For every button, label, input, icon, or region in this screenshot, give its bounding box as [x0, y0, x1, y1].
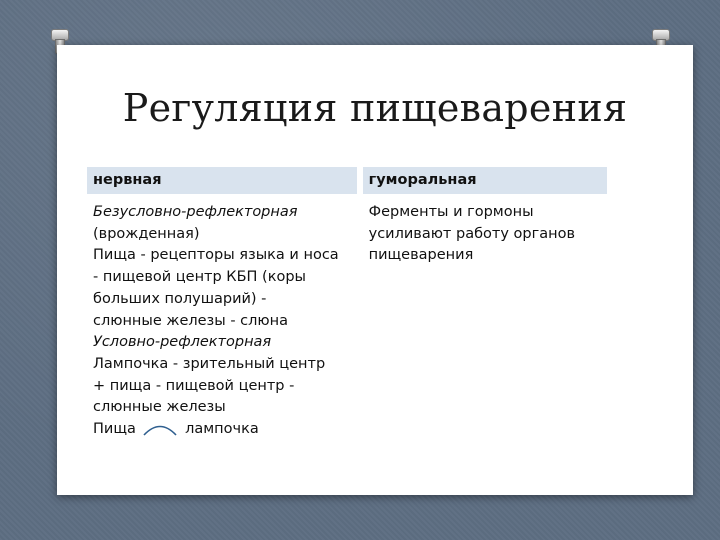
nervous-line: Условно-рефлекторная — [93, 334, 272, 351]
nervous-line: слюнные железы - слюна — [93, 312, 288, 329]
nervous-line: + пища - пищевой центр - — [93, 377, 295, 394]
header-humoral: гуморальная — [368, 172, 477, 188]
regulation-table — [87, 167, 607, 441]
nervous-line: слюнные железы — [93, 399, 226, 416]
humoral-line: усиливают работу органов — [368, 225, 576, 242]
conditioned-link-line — [93, 419, 357, 441]
nervous-line: - пищевой центр КБП (коры — [93, 269, 306, 286]
nervous-line: больших полушарий) - — [93, 290, 267, 307]
table-header-row — [87, 167, 607, 194]
humoral-cell — [363, 202, 607, 441]
nervous-line: (врожденная) — [93, 225, 200, 242]
nervous-line: Пища - рецепторы языка и носа — [93, 247, 339, 264]
humoral-line: Ферменты и гормоны — [368, 204, 534, 220]
arc-connector-icon — [140, 421, 180, 437]
nervous-cell — [87, 202, 357, 441]
lamp-label: лампочка — [185, 421, 259, 438]
humoral-line: пищеварения — [368, 247, 474, 264]
food-label: Пища — [93, 421, 136, 438]
header-nervous: нервная — [93, 172, 162, 188]
nervous-line: Лампочка - зрительный центр — [93, 355, 326, 372]
nervous-line: Безусловно-рефлекторная — [93, 204, 298, 220]
table-body-row — [87, 202, 607, 441]
slide-title: Регуляция пищеварения — [122, 86, 628, 130]
